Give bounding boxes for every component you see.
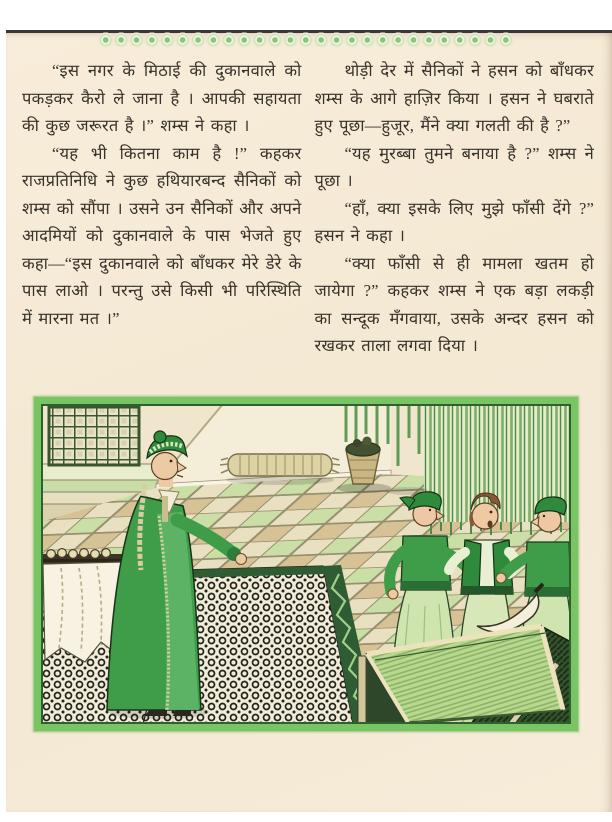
story-paragraph: “यह मुरब्बा तुमने बनाया है ?” शम्स ने पूछा । xyxy=(314,143,594,190)
story-paragraph: “क्या फाँसी से ही मामला खतम हो जायेगा ?” कहकर शम्स ने एक बड़ा लकड़ी का सन्दूक मँगवाया, उसके अन्दर हसन को रखकर ताला लगवा दिया । xyxy=(314,253,594,355)
left-column xyxy=(22,57,302,360)
decorative-border xyxy=(98,30,514,50)
right-column xyxy=(315,57,595,360)
story-illustration xyxy=(41,404,571,724)
story-paragraph: “इस नगर के मिठाई की दुकानवाले को पकड़कर कैरो ले जाना है । आपकी सहायता की कुछ जरूरत है ।” शम्स ने कहा । xyxy=(22,61,302,135)
sweets-plate xyxy=(41,548,121,561)
rolled-bolster xyxy=(220,454,340,485)
illustration-frame xyxy=(33,396,579,732)
text-columns xyxy=(22,57,594,360)
story-paragraph: थोड़ी देर में सैनिकों ने हसन को बाँधकर शम्स के आगे हाज़िर किया । हसन ने घबराते हुए पूछा—हुजूर, मैंने क्या गलती की है ?” xyxy=(314,61,594,135)
story-paragraph: “हाँ, क्या इसके लिए मुझे फाँसी देंगे ?” हसन ने कहा । xyxy=(314,198,594,245)
story-paragraph: “यह भी कितना काम है !” कहकर राजप्रतिनिधि ने कुछ हथियारबन्द सैनिकों को शम्स को सौंपा । उसने उन सैनिकों और अपने आदमियों को दुकानवाले के पास भेजते हुए कहा—“इस दुकानवाले को बाँधकर मेरे डेरे के पास लाओ । परन्तु उसे किसी भी परिस्थिति में मारना मत ।” xyxy=(22,143,302,328)
lattice-window xyxy=(49,407,139,465)
book-page xyxy=(0,30,612,822)
